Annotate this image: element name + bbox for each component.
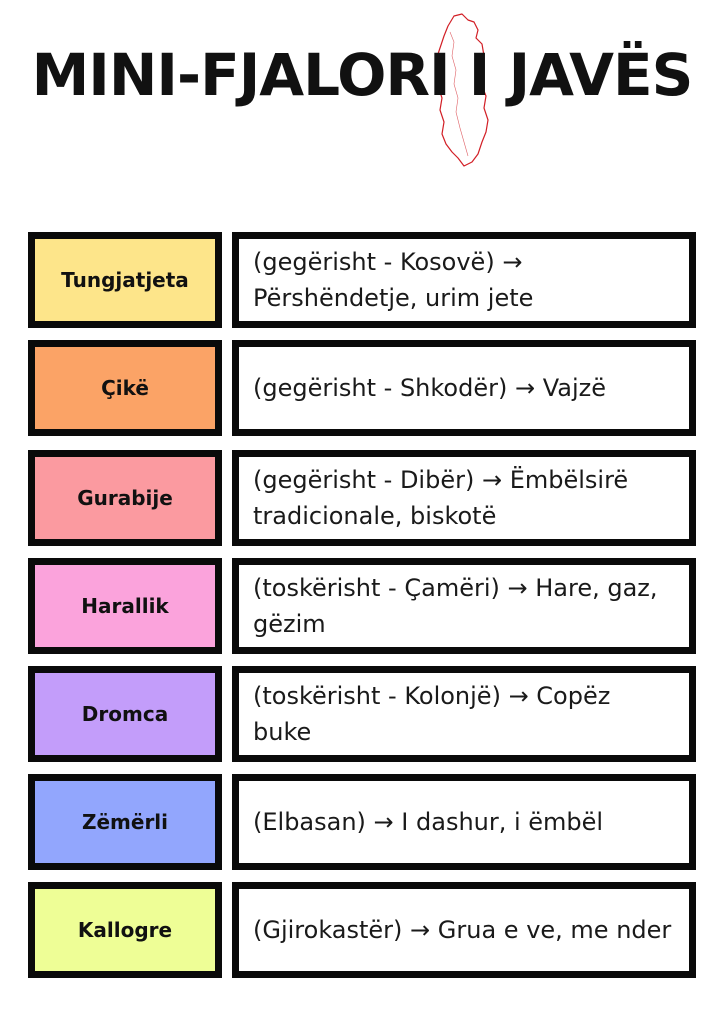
term-box	[28, 450, 222, 546]
vocab-row	[28, 882, 700, 982]
definition-box	[232, 882, 696, 978]
vocab-row	[28, 666, 700, 766]
definition-text: (gegërisht - Kosovë) → Përshëndetje, urim jete	[253, 248, 534, 312]
term-label: Harallik	[81, 594, 169, 618]
definition-text: (gegërisht - Dibër) → Ëmbëlsirë tradicionale, biskotë	[253, 466, 629, 530]
term-box	[28, 666, 222, 762]
vocab-row	[28, 558, 700, 658]
vocab-row	[28, 450, 700, 550]
vocab-row	[28, 774, 700, 874]
term-label: Zëmërli	[81, 810, 169, 834]
term-label: Tungjatjeta	[61, 268, 189, 292]
definition-box	[232, 774, 696, 870]
term-box	[28, 558, 222, 654]
term-label: Gurabije	[77, 486, 173, 510]
term-label: Çikë	[101, 376, 149, 400]
term-box	[28, 882, 222, 978]
definition-text: (gegërisht - Shkodër) → Vajzë	[253, 374, 607, 402]
definition-text: (Gjirokastër) → Grua e ve, me nder	[253, 916, 672, 944]
definition-box	[232, 558, 696, 654]
definition-box	[232, 666, 696, 762]
definition-box	[232, 450, 696, 546]
term-box	[28, 774, 222, 870]
term-box	[28, 232, 222, 328]
definition-text: (toskërisht - Kolonjë) → Copëz buke	[253, 682, 611, 746]
vocab-row	[28, 340, 700, 440]
term-label: Kallogre	[77, 918, 173, 942]
definition-box	[232, 232, 696, 328]
definition-box	[232, 340, 696, 436]
term-box	[28, 340, 222, 436]
page-title: MINI-FJALORI I JAVËS	[31, 41, 693, 109]
vocab-row	[28, 232, 700, 332]
definition-text: (Elbasan) → I dashur, i ëmbël	[253, 808, 604, 836]
definition-text: (toskërisht - Çamëri) → Hare, gaz, gëzim	[253, 574, 658, 638]
term-label: Dromca	[81, 702, 169, 726]
